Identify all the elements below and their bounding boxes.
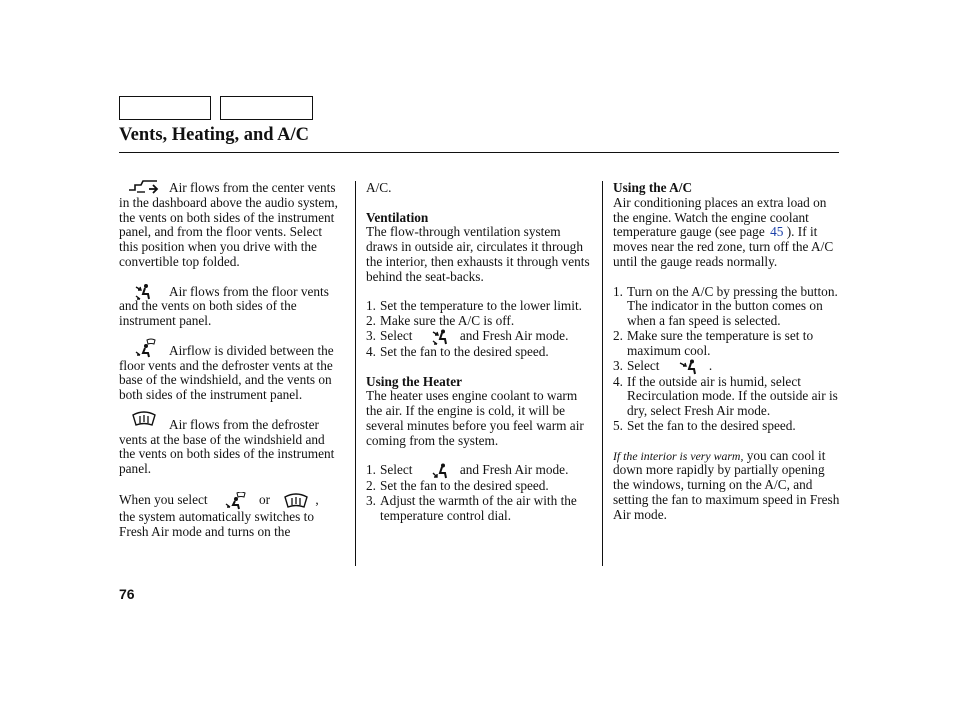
list-item: 4. If the outside air is humid, select Recirculation mode. If the outside air is dry, select Fresh Air mode. — [613, 373, 838, 419]
continued-text: A/C. — [366, 180, 392, 195]
ac-heading: Using the A/C — [613, 180, 693, 195]
floor-mode-icon — [432, 463, 452, 479]
column-3 — [613, 181, 841, 523]
defrost-mode-icon — [131, 410, 157, 428]
auto-fresh-air-paragraph: When you select or , the system automatically switches to Fresh Air mode and turns on the — [119, 491, 319, 539]
list-item: 1. Select and Fresh Air mode. — [366, 462, 569, 478]
column-divider-2 — [602, 181, 603, 566]
list-item: 2. Make sure the A/C is off. — [366, 313, 515, 329]
list-item: 1. Set the temperature to the lower limit. — [366, 298, 582, 314]
column-2 — [366, 181, 594, 524]
ventilation-steps — [366, 299, 594, 359]
dash-vent-paragraph: Air flows from the center vents in the dashboard above the audio system, the vents on both sides of the instrument panel, and from the floor vents. Select this position when you drive with the convertible top folded. — [119, 180, 338, 269]
floor-dash-mode-icon — [135, 283, 155, 301]
list-item: 2. Set the fan to the desired speed. — [366, 478, 549, 494]
list-item: 3. Adjust the warmth of the air with the temperature control dial. — [366, 493, 577, 523]
floor-defrost-paragraph: Airflow is divided between the floor vents and the defroster vents at the base of the windshield, and the vents on both sides of the instrument panel. — [119, 344, 344, 403]
heater-heading: Using the Heater — [366, 373, 463, 389]
list-item: 4. Set the fan to the desired speed. — [366, 343, 549, 359]
list-item: 5. Set the fan to the desired speed. — [613, 417, 796, 433]
column-divider-1 — [355, 181, 356, 566]
page-title: Vents, Heating, and A/C — [119, 125, 310, 145]
column-1 — [119, 181, 344, 539]
list-item: 1. Turn on the A/C by pressing the button. The indicator in the button comes on when a fan speed is selected. — [613, 283, 838, 329]
page-number: 76 — [119, 586, 135, 602]
floor-defrost-mode-icon — [225, 492, 247, 510]
ventilation-heading: Ventilation — [366, 209, 429, 225]
ventilation-body: The flow-through ventilation system draws in outside air, circulates it through the interior, then exhausts it through vents behind the seat-backs. — [366, 224, 590, 284]
cooling-tip: If the interior is very warm, you can cool it down more rapidly by partially opening the windows, turning on the A/C, and setting the fan to maximum speed in Fresh Air mode. — [613, 447, 840, 522]
floor-dash-mode-icon — [432, 329, 452, 345]
header-tab-box-1 — [119, 96, 211, 120]
title-rule — [119, 152, 839, 153]
list-item: 3. Select . — [613, 357, 713, 373]
header-tab-box-2 — [220, 96, 313, 120]
dash-vent-mode-icon — [127, 179, 161, 195]
list-item: 3. Select and Fresh Air mode. — [366, 327, 569, 344]
ac-body: Air conditioning places an extra load on the engine. Watch the engine coolant temperature gauge (see page 45 ). If it moves near the red zone, turn off the A/C until the gauge reads normally. — [613, 194, 834, 269]
list-item: 2. Make sure the temperature is set to maximum cool. — [613, 327, 814, 358]
defrost-mode-icon — [283, 493, 309, 509]
floor-dash-paragraph: Air flows from the floor vents and the vents on both sides of the instrument panel. — [119, 283, 329, 329]
floor-defrost-mode-icon — [135, 338, 157, 358]
heater-body: The heater uses engine coolant to warm the air. If the engine is cold, it will be several minutes before you feel warm air coming from the system. — [366, 388, 584, 448]
dash-mode-icon — [679, 359, 701, 375]
page-reference-link[interactable]: 45 — [770, 224, 784, 240]
heater-steps — [366, 463, 594, 523]
ac-steps — [613, 285, 841, 434]
defrost-paragraph: Air flows from the defroster vents at the base of the windshield and the vents on both sides of the instrument panel. — [119, 418, 344, 477]
